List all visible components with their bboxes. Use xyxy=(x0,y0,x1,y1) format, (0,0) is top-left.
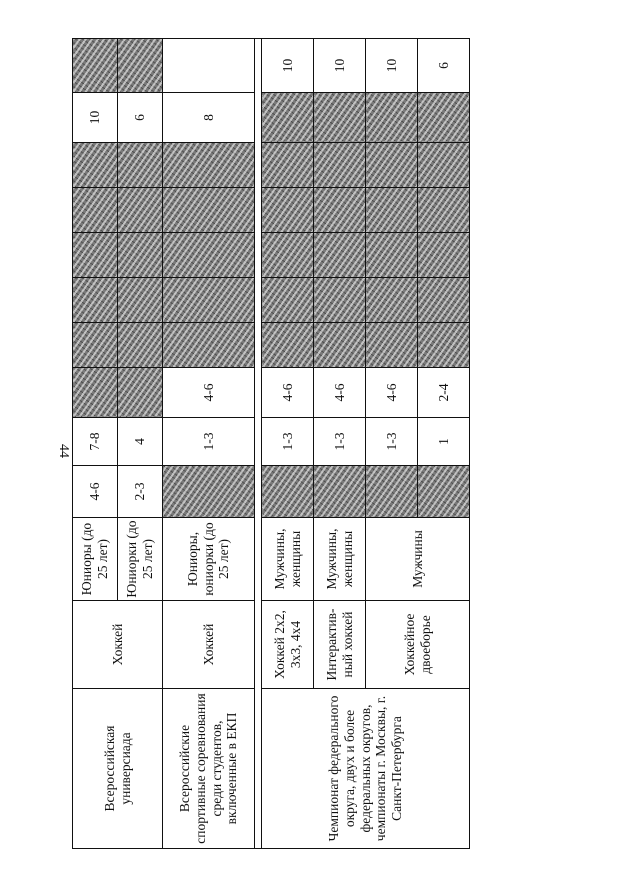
place-cell: 2-3 xyxy=(118,466,163,518)
group-cell: Мужчины xyxy=(366,518,470,601)
sport-cell: Хоккей 2х2, 3х3, 4х4 xyxy=(262,601,314,689)
shaded-cell xyxy=(366,323,418,368)
shaded-cell xyxy=(118,188,163,233)
group-cell: Юниоры, юниорки (до 25 лет) xyxy=(163,518,255,601)
sport-cell: Интерактив-ный хоккей xyxy=(314,601,366,689)
shaded-cell xyxy=(73,368,118,418)
table-row xyxy=(262,39,314,849)
shaded-cell xyxy=(163,143,255,188)
place-cell: 2-4 xyxy=(418,368,470,418)
shaded-cell xyxy=(366,188,418,233)
place-cell: 4 xyxy=(118,418,163,466)
place-cell: 4-6 xyxy=(314,368,366,418)
shaded-cell xyxy=(262,188,314,233)
shaded-cell xyxy=(73,143,118,188)
place-cell: 1-3 xyxy=(366,418,418,466)
group-cell: Юниорки (до 25 лет) xyxy=(118,518,163,601)
shaded-cell xyxy=(366,233,418,278)
shaded-cell xyxy=(73,323,118,368)
shaded-cell xyxy=(73,233,118,278)
shaded-cell xyxy=(314,143,366,188)
shaded-cell xyxy=(314,323,366,368)
sport-cell: Хоккейное двоеборье xyxy=(366,601,470,689)
shaded-cell xyxy=(366,466,418,518)
shaded-cell xyxy=(314,188,366,233)
shaded-cell xyxy=(314,466,366,518)
shaded-cell xyxy=(314,233,366,278)
place-cell: 1-3 xyxy=(314,418,366,466)
place-cell: 1 xyxy=(418,418,470,466)
shaded-cell xyxy=(73,278,118,323)
shaded-cell xyxy=(262,93,314,143)
score-cell: 10 xyxy=(73,93,118,143)
table-row xyxy=(73,39,118,849)
shaded-cell xyxy=(262,278,314,323)
shaded-cell xyxy=(73,39,118,93)
shaded-cell xyxy=(314,278,366,323)
shaded-cell xyxy=(314,93,366,143)
shaded-cell xyxy=(163,233,255,278)
shaded-cell xyxy=(163,278,255,323)
rotated-table-wrapper xyxy=(72,39,467,849)
shaded-cell xyxy=(118,278,163,323)
place-cell: 7-8 xyxy=(73,418,118,466)
score-cell: 10 xyxy=(314,39,366,93)
score-cell: 6 xyxy=(118,93,163,143)
group-cell: Мужчины, женщины xyxy=(262,518,314,601)
score-cell: 10 xyxy=(262,39,314,93)
shaded-cell xyxy=(163,323,255,368)
group-cell: Юниоры (до 25 лет) xyxy=(73,518,118,601)
shaded-cell xyxy=(418,466,470,518)
score-cell: 6 xyxy=(418,39,470,93)
event-cell: Чемпионат федерального округа, двух и более федеральных округов, чемпионаты г. Москвы, г. Санкт-Петербурга xyxy=(262,689,470,849)
shaded-cell xyxy=(163,466,255,518)
shaded-cell xyxy=(73,188,118,233)
place-cell: 1-3 xyxy=(163,418,255,466)
shaded-cell xyxy=(418,93,470,143)
shaded-cell xyxy=(118,368,163,418)
shaded-cell xyxy=(418,323,470,368)
sport-cell: Хоккей xyxy=(163,601,255,689)
shaded-cell xyxy=(366,93,418,143)
shaded-cell xyxy=(118,323,163,368)
event-cell: Всероссийская универсиада xyxy=(73,689,163,849)
shaded-cell xyxy=(418,143,470,188)
place-cell: 4-6 xyxy=(262,368,314,418)
place-cell: 4-6 xyxy=(163,368,255,418)
score-cell: 8 xyxy=(163,93,255,143)
shaded-cell xyxy=(262,323,314,368)
empty-cell xyxy=(163,39,255,93)
page-number: 44 xyxy=(56,444,71,458)
shaded-cell xyxy=(418,233,470,278)
table-row xyxy=(163,39,255,849)
place-cell: 4-6 xyxy=(366,368,418,418)
sport-cell: Хоккей xyxy=(73,601,163,689)
shaded-cell xyxy=(262,143,314,188)
table-row xyxy=(255,39,262,849)
shaded-cell xyxy=(262,466,314,518)
shaded-cell xyxy=(366,278,418,323)
place-cell: 4-6 xyxy=(73,466,118,518)
shaded-cell xyxy=(118,233,163,278)
place-cell: 1-3 xyxy=(262,418,314,466)
shaded-cell xyxy=(118,143,163,188)
score-cell: 10 xyxy=(366,39,418,93)
shaded-cell xyxy=(418,278,470,323)
shaded-cell xyxy=(262,233,314,278)
ranks-table xyxy=(72,38,470,849)
shaded-cell xyxy=(118,39,163,93)
shaded-cell xyxy=(418,188,470,233)
group-cell: Мужчины, женщины xyxy=(314,518,366,601)
shaded-cell xyxy=(366,143,418,188)
shaded-cell xyxy=(163,188,255,233)
event-cell: Всероссийские спортивные соревнования среди студентов, включенные в ЕКП xyxy=(163,689,255,849)
row-separator xyxy=(255,39,262,849)
